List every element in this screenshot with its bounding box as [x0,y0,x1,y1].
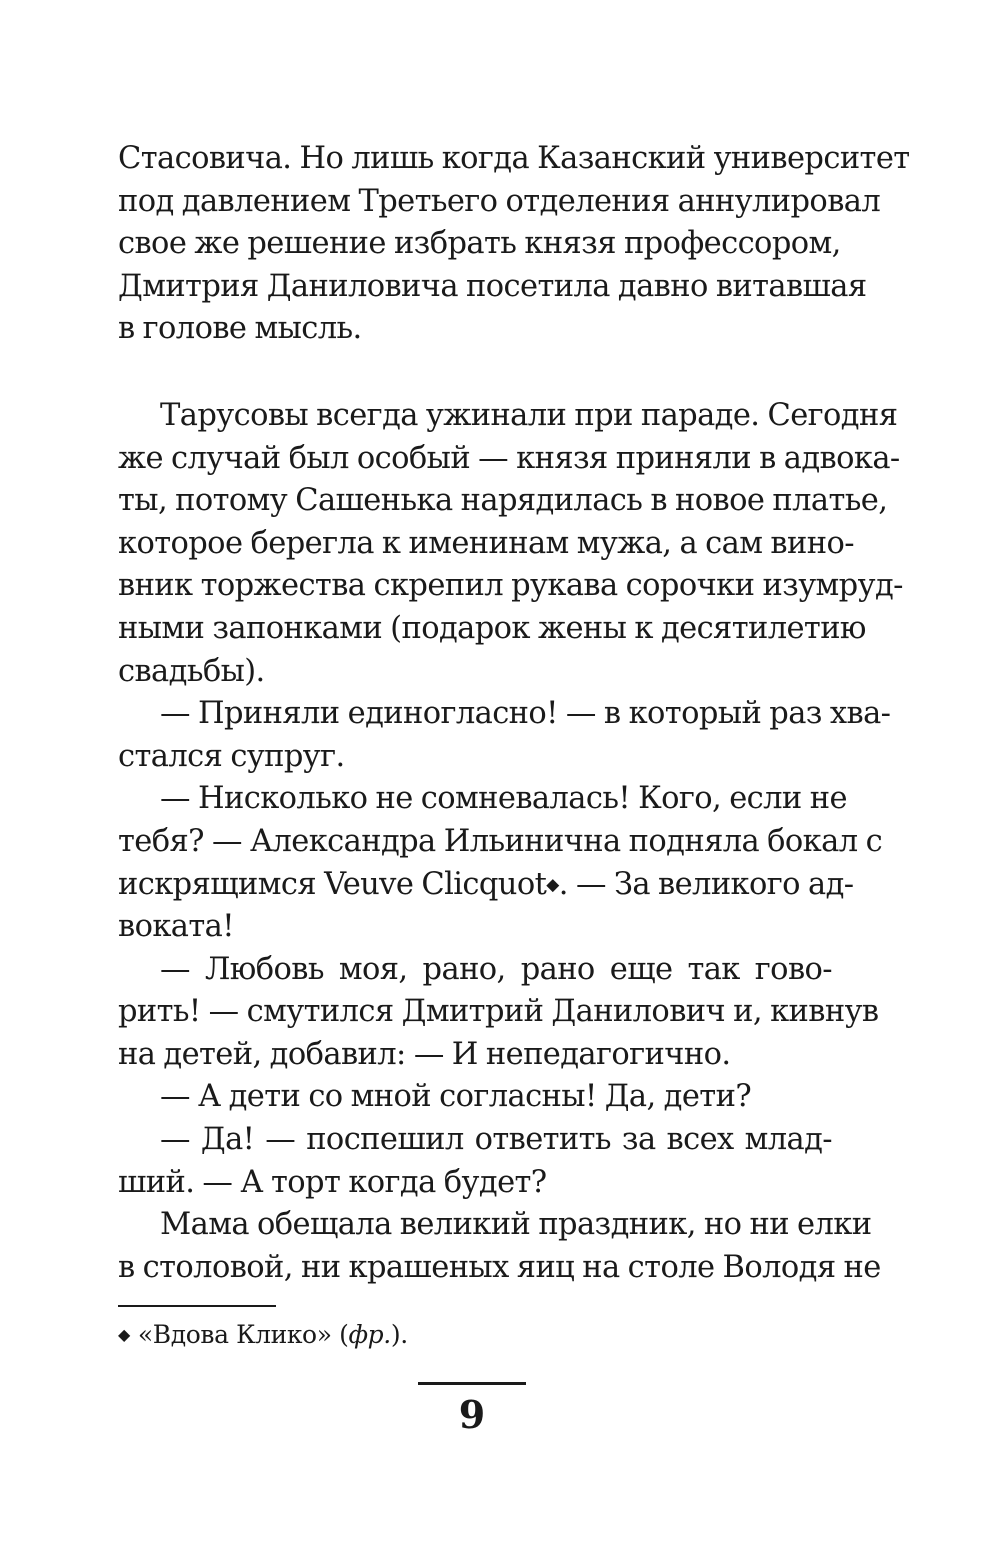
dialogue-line: — А дети со мной согласны! Да, дети? [160,1079,752,1115]
footnote-language-abbrev: фр. [348,1320,391,1349]
paragraph-first-line: Тарусовы всегда ужинали при параде. Сегодня [160,397,898,433]
text-segment: искрящимся Veuve Clicquot [118,866,547,902]
text-line: под давлением Третьего отделения аннулировал [118,183,881,219]
footnote-text: «Вдова Клико» ( [137,1320,349,1349]
footnote-mark: ◆ [118,1325,130,1344]
page-body [118,138,910,1289]
paragraph-first-line: Мама обещала великий праздник, но ни елки [160,1207,872,1243]
page-number-rule [418,1382,526,1385]
text-line: в голове мысль. [118,311,362,347]
text-line: тебя? — Александра Ильинична подняла бокал с [118,823,883,859]
text-line: на детей, добавил: — И непедагогично. [118,1036,731,1072]
text-segment: . — За великого ад- [558,866,854,902]
footnote-divider [118,1305,276,1307]
text-line: свадьбы). [118,653,265,689]
text-line: Дмитрия Даниловича посетила давно витавшая [118,268,867,304]
dialogue-line: — Да! — поспешил ответить за всех млад- [160,1122,832,1158]
footnote [118,1318,408,1352]
section-break [118,351,832,395]
text-line: которое берегла к именинам мужа, а сам вино- [118,525,854,561]
page-number: 9 [458,1392,486,1437]
text-line: ты, потому Сашенька нарядилась в новое платье, [118,483,888,519]
dialogue-line: — Любовь моя, рано, рано еще так гово- [160,951,832,987]
text-line: Стасовича. Но лишь когда Казанский университет [118,141,910,176]
text-line: рить! — смутился Дмитрий Данилович и, кивнув [118,994,879,1030]
footnote-reference-mark: ◆ [546,874,559,895]
text-line: же случай был особый — князя приняли в адвока- [118,440,900,476]
text-line: ными запонками (подарок жены к десятилетию [118,610,866,646]
text-line: вник торжества скрепил рукава сорочки изумруд- [118,568,903,604]
text-line: в столовой, ни крашеных яиц на столе Володя не [118,1249,881,1285]
text-line: свое же решение избрать князя профессором, [118,226,841,262]
text-line: ший. — А торт когда будет? [118,1164,547,1200]
text-line: стался супруг. [118,738,345,774]
text-line: воката! [118,909,234,945]
text-line-with-footnote-ref [118,864,854,907]
footnote-text-end: ). [390,1320,408,1349]
dialogue-line: — Приняли единогласно! — в который раз хва- [160,696,891,732]
dialogue-line: — Нисколько не сомневалась! Кого, если не [160,781,847,817]
